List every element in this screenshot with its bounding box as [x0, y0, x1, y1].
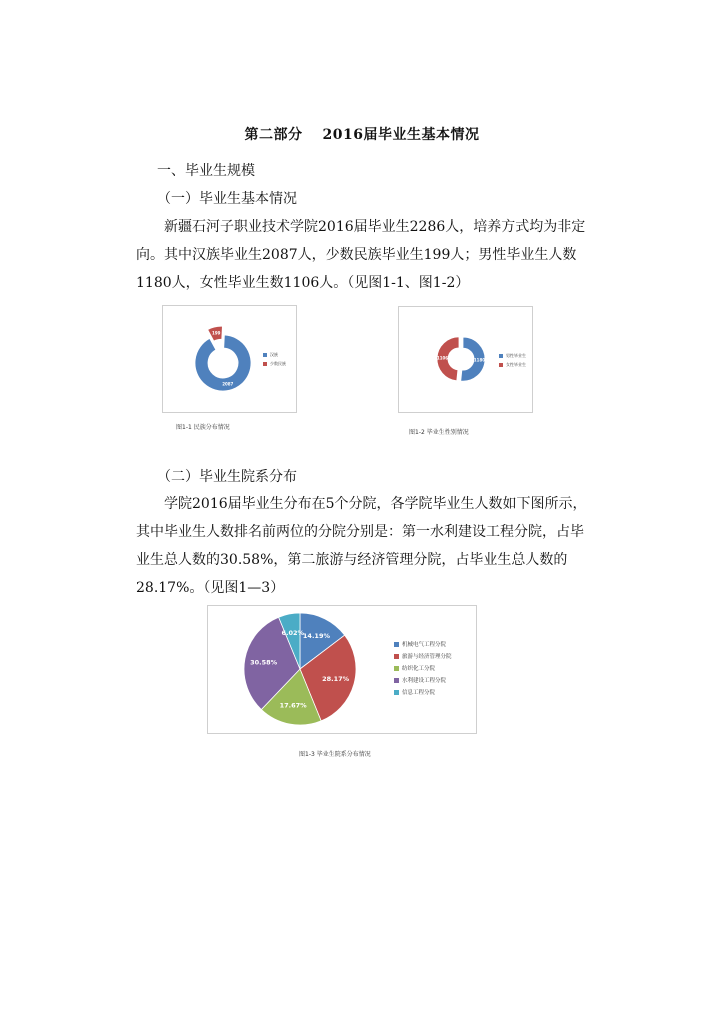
chart-3-legend-label-2: 纺织化工分院	[402, 666, 436, 672]
chart-1-data-label-0: 2087	[222, 381, 234, 387]
part-label: 第二部分	[244, 127, 303, 143]
chart-3-legend-swatch-0	[394, 642, 399, 647]
chart-3-svg	[208, 606, 476, 733]
chart-1-legend-swatch-0	[263, 353, 267, 357]
chart-3-legend-swatch-4	[394, 690, 399, 695]
chart-3-caption: 图1-3 毕业生院系分布情况	[299, 751, 371, 758]
page-title	[0, 124, 724, 144]
chart-1-legend-label-0: 汉族	[270, 352, 278, 357]
chart-3-legend-label-1: 旅游与经济管理分院	[402, 654, 452, 660]
subsection-heading-2: （二）毕业生院系分布	[157, 469, 297, 485]
chart-3-legend-label-4: 信息工程分院	[402, 690, 436, 696]
chart-2-data-label-0: 1180	[473, 357, 486, 363]
chart-3-legend-label-3: 水利建设工程分院	[402, 678, 447, 684]
title-text: 2016届毕业生基本情况	[322, 127, 480, 143]
chart-3-data-label-1: 28.17%	[322, 674, 350, 683]
chart-3-data-label-4: 6.02%	[281, 628, 305, 637]
chart-2-frame	[398, 306, 533, 413]
chart-3-legend-swatch-2	[394, 666, 399, 671]
chart-2-data-label-1: 1106	[436, 355, 449, 361]
subsection-heading-1: （一）毕业生基本情况	[157, 191, 297, 207]
section-heading: 一、毕业生规模	[157, 163, 255, 179]
chart-3-legend-label-0: 机械电气工程分院	[402, 642, 447, 648]
chart-1-data-label-1: 199	[212, 330, 221, 336]
chart-3-legend-swatch-1	[394, 654, 399, 659]
chart-2-legend-swatch-0	[499, 354, 503, 358]
chart-1-svg	[163, 306, 296, 412]
chart-1-frame	[162, 305, 297, 413]
chart-1-legend-label-1: 少数民族	[270, 361, 286, 366]
paragraph-2: 学院2016届毕业生分布在5个分院，各学院毕业生人数如下图所示，其中毕业生人数排名前两位的分院分别是：第一水利建设工程分院，占毕业生总人数的30.58%，第二旅游与经济管理分院，占毕业生总人数的28.17%。（见图1—3）	[136, 496, 587, 596]
chart-2-caption: 图1-2 毕业生性别情况	[409, 429, 469, 436]
chart-2-svg	[399, 307, 532, 412]
chart-3-data-label-3: 30.58%	[250, 658, 278, 667]
chart-3-frame	[207, 605, 477, 734]
chart-1-legend-swatch-1	[263, 362, 267, 366]
chart-1-caption: 图1-1 民族分布情况	[176, 424, 230, 431]
chart-2-legend-label-0: 男性毕业生	[506, 353, 526, 358]
paragraph-1: 新疆石河子职业技术学院2016届毕业生2286人，培养方式均为非定向。其中汉族毕业生2087人，少数民族毕业生199人；男性毕业生人数1180人，女性毕业生数1106人。（见图1-1、图1-2）	[136, 219, 586, 291]
chart-3-data-label-0: 14.19%	[302, 632, 330, 641]
chart-2-legend-label-1: 女性毕业生	[506, 362, 526, 367]
chart-2-legend-swatch-1	[499, 363, 503, 367]
chart-3-legend-swatch-3	[394, 678, 399, 683]
chart-3-data-label-2: 17.67%	[279, 701, 307, 710]
